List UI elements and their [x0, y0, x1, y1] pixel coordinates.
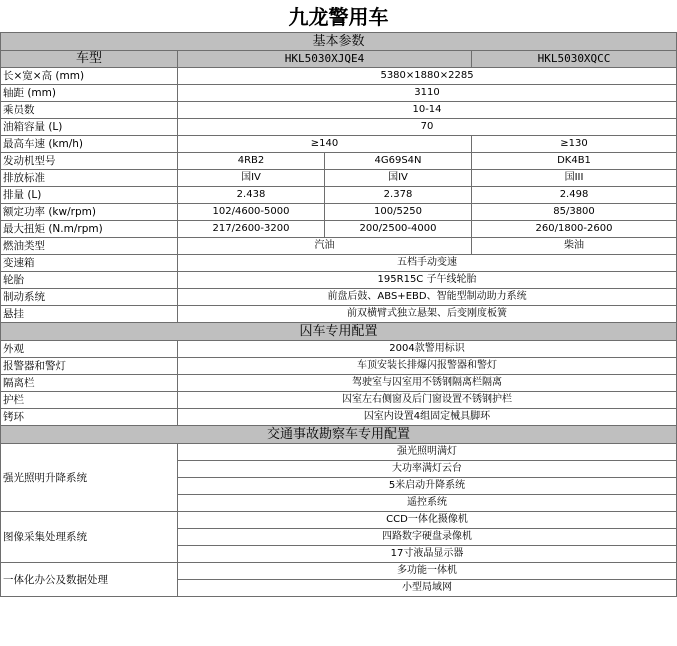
group-item: 小型局域网: [178, 580, 677, 597]
row-label: 制动系统: [1, 289, 178, 306]
group-item: 四路数字硬盘录像机: [178, 529, 677, 546]
row-value-a: 汽油: [178, 238, 472, 255]
row-label: 隔离栏: [1, 375, 178, 392]
row-value-1: 2.438: [178, 187, 325, 204]
row-value-3: 2.498: [472, 187, 677, 204]
row-label: 变速箱: [1, 255, 178, 272]
row-value: 2004款警用标识: [178, 341, 677, 358]
section-basic: 基本参数: [1, 33, 677, 51]
row-value: 囚室内设置4组固定械具脚环: [178, 409, 677, 426]
group-label-lighting: 强光照明升降系统: [1, 444, 178, 512]
row-value-1: 4RB2: [178, 153, 325, 170]
section-prisoner: 囚车专用配置: [1, 323, 677, 341]
row-value: 10-14: [178, 102, 677, 119]
row-label: 长×宽×高 (mm): [1, 68, 178, 85]
row-label: 悬挂: [1, 306, 178, 323]
group-label-office: 一体化办公及数据处理: [1, 563, 178, 597]
row-label: 油箱容量 (L): [1, 119, 178, 136]
row-value: 五档手动变速: [178, 255, 677, 272]
row-value: 前双横臂式独立悬架、后变刚度板簧: [178, 306, 677, 323]
row-value-1: 217/2600-3200: [178, 221, 325, 238]
row-value: 囚室左右侧窗及后门窗设置不锈钢护栏: [178, 392, 677, 409]
row-value: 70: [178, 119, 677, 136]
row-value: 车顶安装长排爆闪报警器和警灯: [178, 358, 677, 375]
row-value-b: 柴油: [472, 238, 677, 255]
row-label: 轮胎: [1, 272, 178, 289]
row-label: 轴距 (mm): [1, 85, 178, 102]
row-value-1: 102/4600-5000: [178, 204, 325, 221]
page-title: 九龙警用车: [288, 5, 389, 29]
row-label: 报警器和警灯: [1, 358, 178, 375]
spec-table: [0, 32, 677, 597]
row-value: 驾驶室与囚室用不锈钢隔离栏隔离: [178, 375, 677, 392]
row-value-1: 国IV: [178, 170, 325, 187]
header-model-a: HKL5030XJQE4: [178, 51, 472, 68]
row-label: 燃油类型: [1, 238, 178, 255]
row-value: 3110: [178, 85, 677, 102]
row-label: 额定功率 (kw/rpm): [1, 204, 178, 221]
row-label: 护栏: [1, 392, 178, 409]
group-item: CCD一体化摄像机: [178, 512, 677, 529]
row-value-3: 国III: [472, 170, 677, 187]
row-value-3: DK4B1: [472, 153, 677, 170]
row-value-2: 2.378: [325, 187, 472, 204]
section-traffic: 交通事故勘察车专用配置: [1, 426, 677, 444]
group-item: 强光照明满灯: [178, 444, 677, 461]
row-label: 乘员数: [1, 102, 178, 119]
header-model-b: HKL5030XQCC: [472, 51, 677, 68]
row-value-b: ≥130: [472, 136, 677, 153]
row-value-2: 200/2500-4000: [325, 221, 472, 238]
row-value: 前盘后鼓、ABS+EBD、智能型制动助力系统: [178, 289, 677, 306]
row-value-2: 100/5250: [325, 204, 472, 221]
row-label: 发动机型号: [1, 153, 178, 170]
group-item: 多功能一体机: [178, 563, 677, 580]
group-item: 大功率满灯云台: [178, 461, 677, 478]
group-item: 遥控系统: [178, 495, 677, 512]
row-label: 最大扭矩 (N.m/rpm): [1, 221, 178, 238]
group-label-imaging: 图像采集处理系统: [1, 512, 178, 563]
group-item: 17寸液晶显示器: [178, 546, 677, 563]
row-value: 195R15C 子午线轮胎: [178, 272, 677, 289]
row-label: 外观: [1, 341, 178, 358]
row-value-2: 4G69S4N: [325, 153, 472, 170]
row-value-2: 国IV: [325, 170, 472, 187]
row-value: 5380×1880×2285: [178, 68, 677, 85]
row-value-a: ≥140: [178, 136, 472, 153]
row-label: 排量 (L): [1, 187, 178, 204]
row-label: 最高车速 (km/h): [1, 136, 178, 153]
group-item: 5米启动升降系统: [178, 478, 677, 495]
row-value-3: 85/3800: [472, 204, 677, 221]
row-value-3: 260/1800-2600: [472, 221, 677, 238]
row-label: 排放标准: [1, 170, 178, 187]
header-label: 车型: [1, 51, 178, 68]
row-label: 铐环: [1, 409, 178, 426]
